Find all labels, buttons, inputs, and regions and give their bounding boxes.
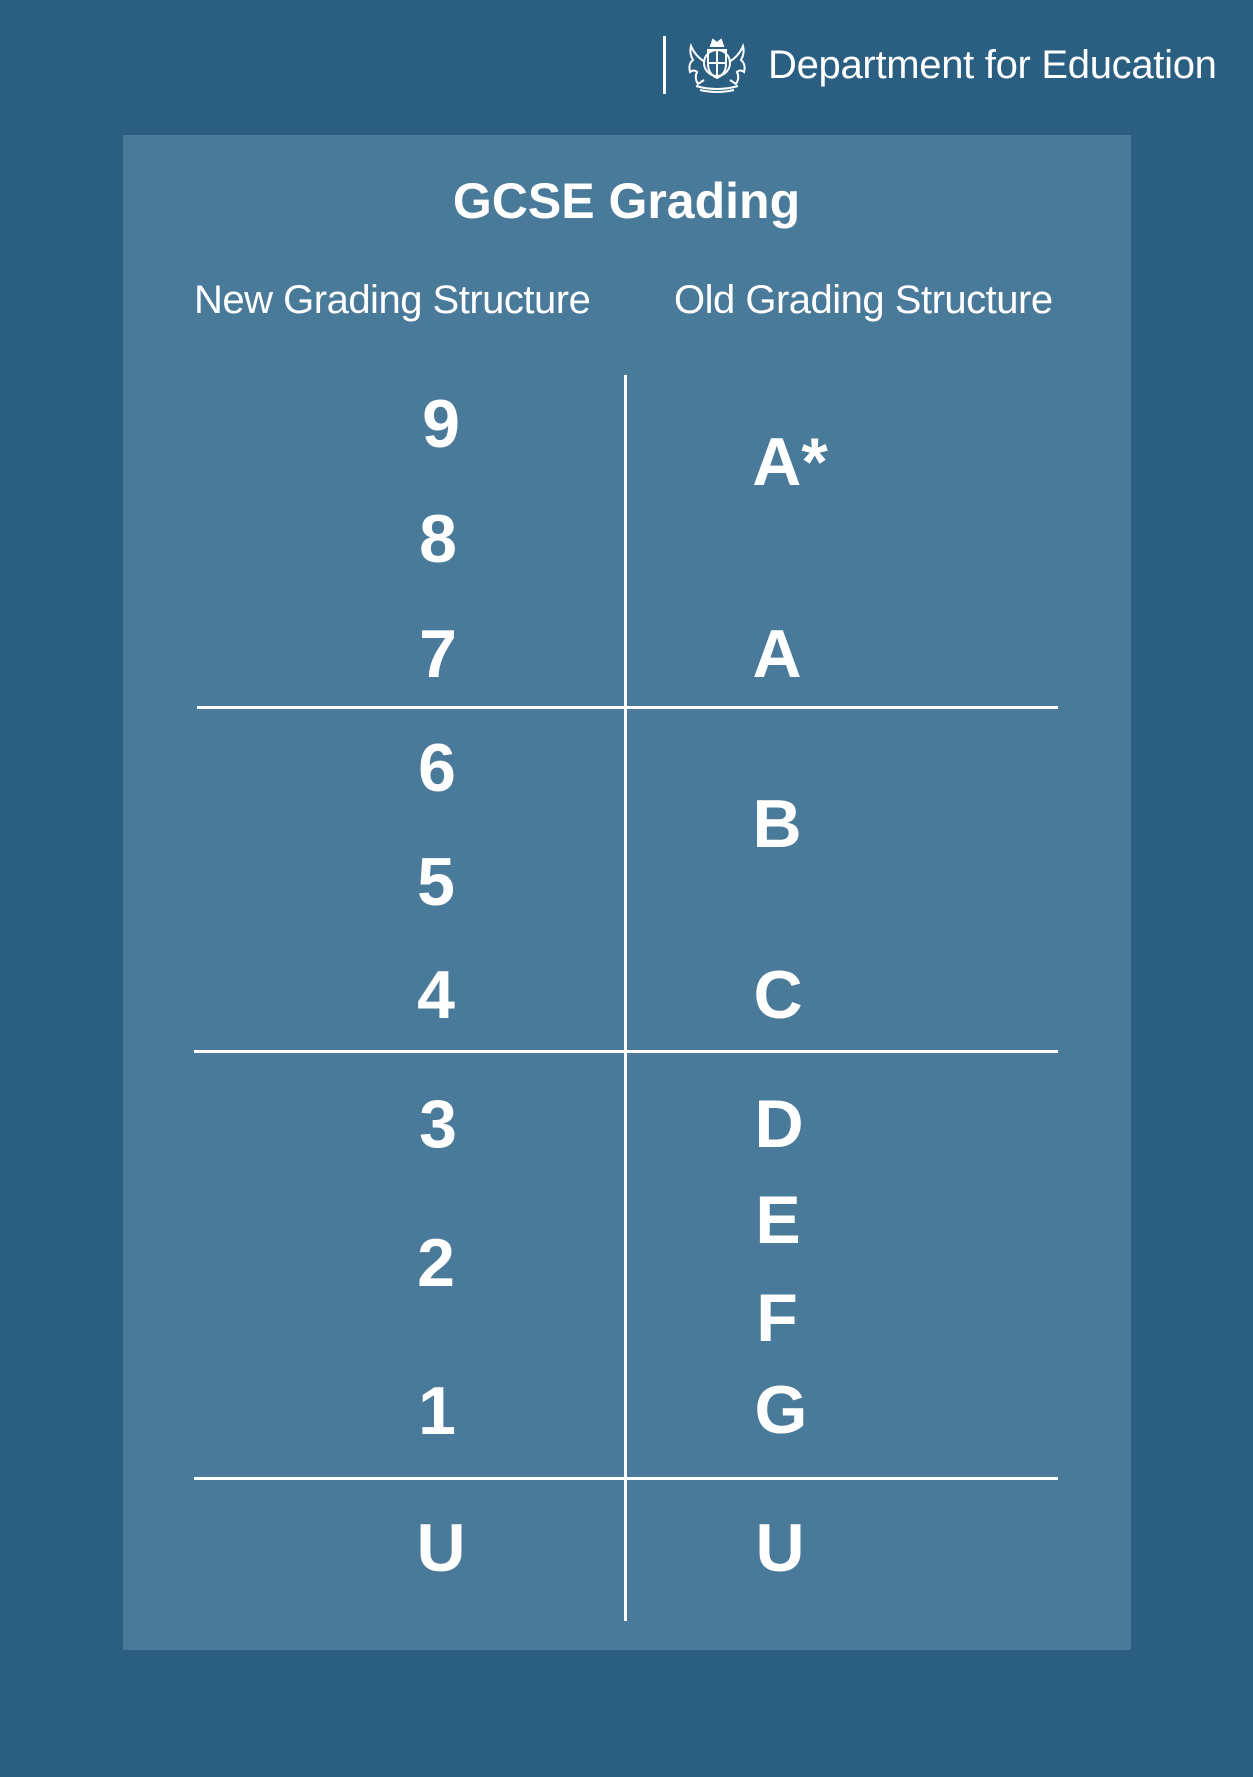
old-grade-u: U — [755, 1510, 805, 1586]
new-grade-6: 6 — [418, 730, 456, 806]
old-grade-b: B — [752, 786, 802, 862]
new-grade-8: 8 — [419, 501, 457, 577]
band-divider-2 — [194, 1050, 1058, 1053]
grading-card — [123, 135, 1131, 1650]
new-grade-9: 9 — [422, 386, 460, 462]
old-grade-g: G — [754, 1372, 808, 1448]
header — [663, 36, 1217, 94]
header-divider — [663, 36, 666, 94]
old-grade-f: F — [756, 1280, 798, 1356]
department-name: Department for Education — [768, 43, 1217, 87]
old-structure-heading: Old Grading Structure — [674, 278, 1053, 322]
new-grade-2: 2 — [417, 1225, 455, 1301]
new-grade-5: 5 — [417, 844, 455, 920]
band-divider-1 — [197, 706, 1058, 709]
old-grade-a: A — [752, 616, 802, 692]
new-grade-3: 3 — [419, 1086, 457, 1162]
royal-coat-of-arms-icon — [682, 36, 752, 94]
old-grade-e: E — [755, 1182, 801, 1258]
old-grade-c: C — [753, 957, 803, 1033]
new-grade-1: 1 — [418, 1373, 456, 1449]
new-grade-4: 4 — [417, 957, 455, 1033]
new-grade-7: 7 — [419, 616, 457, 692]
column-divider — [624, 375, 627, 1621]
page-title: GCSE Grading — [452, 173, 801, 229]
new-structure-heading: New Grading Structure — [194, 278, 591, 322]
new-grade-u: U — [416, 1510, 466, 1586]
band-divider-3 — [194, 1477, 1058, 1480]
old-grade-d: D — [754, 1086, 804, 1162]
old-grade-a-star: A* — [752, 424, 828, 500]
